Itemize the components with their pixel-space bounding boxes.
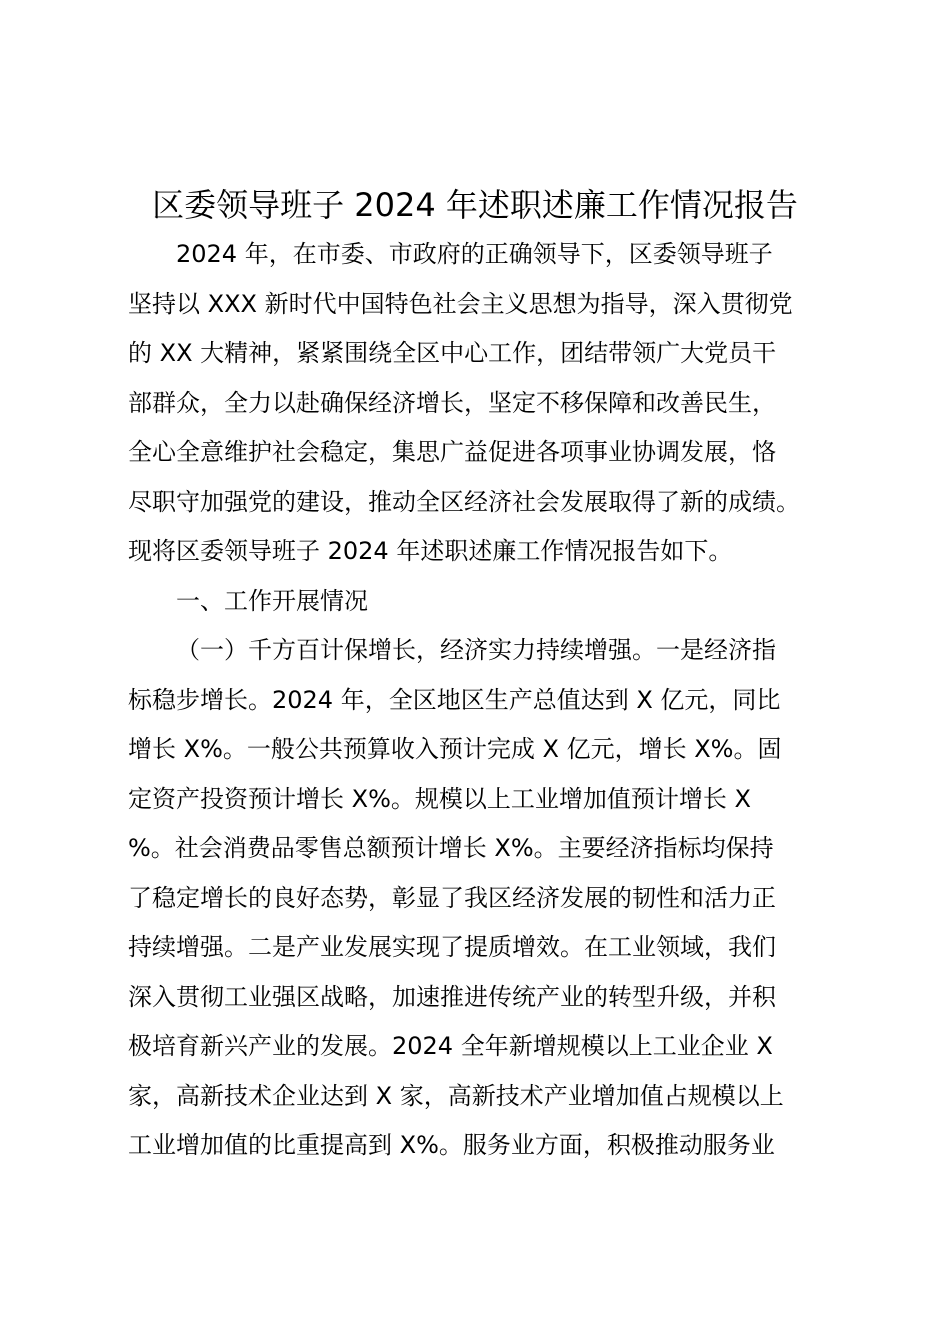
paragraph-line: 的 XX 大精神，紧紧围绕全区中心工作，团结带领广大党员干 (128, 339, 777, 367)
paragraph-line: 增长 X%。一般公共预算收入预计完成 X 亿元，增长 X%。固 (128, 735, 782, 763)
paragraph-line: 坚持以 XXX 新时代中国特色社会主义思想为指导，深入贯彻党 (128, 289, 793, 318)
paragraph-line: 了稳定增长的良好态势，彰显了我区经济发展的韧性和活力正 (128, 883, 776, 912)
paragraph-line: 尽职守加强党的建设，推动全区经济社会发展取得了新的成绩。 (128, 487, 800, 516)
section-heading: 一、工作开展情况 (176, 586, 368, 615)
paragraph-line: 标稳步增长。2024 年，全区地区生产总值达到 X 亿元，同比 (128, 685, 781, 714)
paragraph-line: 极培育新兴产业的发展。2024 全年新增规模以上工业企业 X (128, 1032, 773, 1060)
paragraph-line: 深入贯彻工业强区战略，加速推进传统产业的转型升级，并积 (128, 982, 776, 1011)
paragraph-line: 2024 年，在市委、市政府的正确领导下，区委领导班子 (176, 240, 773, 268)
paragraph-line: 全心全意维护社会稳定，集思广益促进各项事业协调发展，恪 (128, 438, 776, 466)
document-title: 区委领导班子 2024 年述职述廉工作情况报告 (152, 186, 798, 224)
paragraph-line: 现将区委领导班子 2024 年述职述廉工作情况报告如下。 (128, 537, 733, 565)
paragraph-line: 工业增加值的比重提高到 X%。服务业方面，积极推动服务业 (128, 1131, 775, 1159)
paragraph-line: 定资产投资预计增长 X%。规模以上工业增加值预计增长 X (128, 784, 751, 813)
paragraph-line: 部群众，全力以赴确保经济增长，坚定不移保障和改善民生， (128, 388, 776, 417)
document-body (128, 230, 848, 1171)
paragraph-line: 家，高新技术企业达到 X 家，高新技术产业增加值占规模以上 (128, 1081, 784, 1110)
paragraph-line: 持续增强。二是产业发展实现了提质增效。在工业领域，我们 (128, 933, 776, 961)
paragraph-line: %。社会消费品零售总额预计增长 X%。主要经济指标均保持 (128, 834, 774, 862)
paragraph-line: （一）千方百计保增长，经济实力持续增强。一是经济指 (176, 636, 776, 664)
